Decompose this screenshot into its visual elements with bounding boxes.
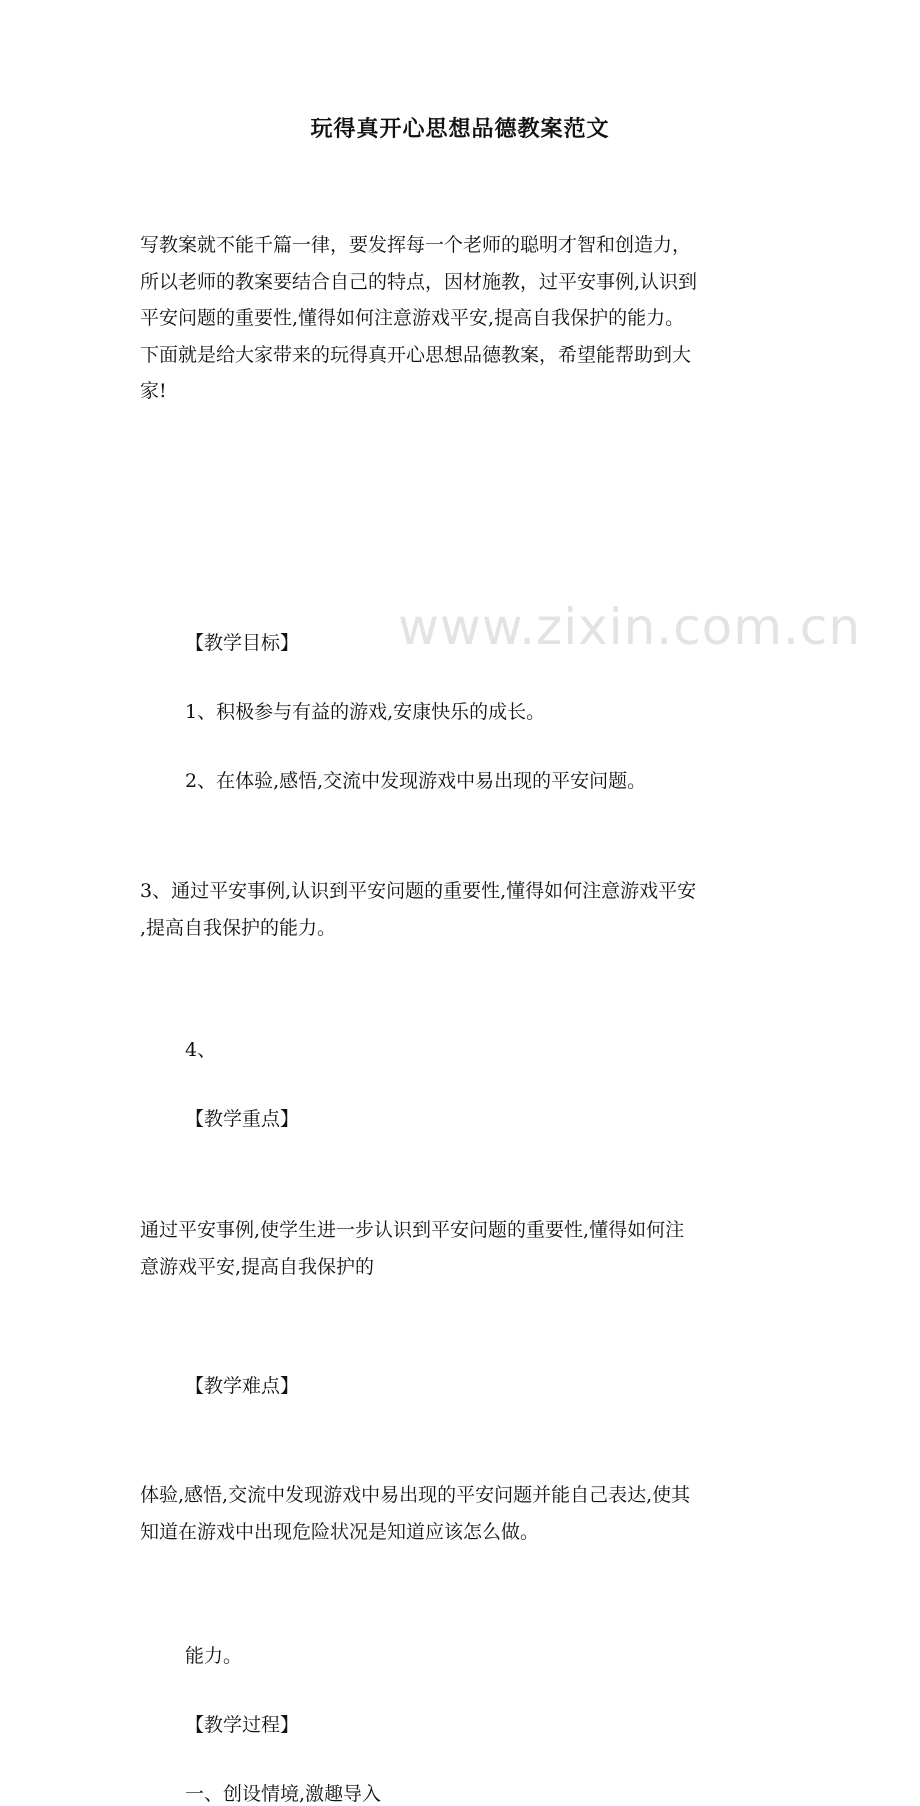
goal-item-3 — [140, 873, 790, 946]
intro-line: 下面就是给大家带来的玩得真开心思想品德教案，希望能帮助到大 — [140, 343, 692, 366]
ability-text: 能力。 — [185, 1644, 243, 1667]
document-title: 玩得真开心思想品德教案范文 — [310, 116, 610, 142]
key-heading: 【教学重点】 — [185, 1108, 300, 1131]
key-line: 意游戏平安,提高自我保护的 — [140, 1255, 375, 1278]
intro-line: 平安问题的重要性,懂得如何注意游戏平安,提高自我保护的能力。 — [140, 307, 685, 330]
key-paragraph — [140, 1212, 790, 1285]
goal-item-4: 4、 — [185, 1039, 217, 1062]
intro-line: 家! — [140, 380, 167, 403]
difficulty-heading: 【教学难点】 — [185, 1375, 300, 1398]
process-step-1: 一、创设情境,激趣导入 — [185, 1782, 382, 1805]
intro-paragraph — [140, 227, 790, 410]
goal-item-2: 2、在体验,感悟,交流中发现游戏中易出现的平安问题。 — [185, 769, 647, 792]
goal-3-line: ,提高自我保护的能力。 — [140, 916, 337, 939]
goal-3-line: 3、通过平安事例,认识到平安问题的重要性,懂得如何注意游戏平安 — [140, 879, 697, 902]
key-line: 通过平安事例,使学生进一步认识到平安问题的重要性,懂得如何注 — [140, 1219, 685, 1242]
goal-item-1: 1、积极参与有益的游戏,安康快乐的成长。 — [185, 700, 546, 723]
difficulty-line: 知道在游戏中出现危险状况是知道应该怎么做。 — [140, 1520, 540, 1543]
watermark: www.zixin.com.cn — [398, 598, 862, 656]
goals-heading: 【教学目标】 — [185, 631, 300, 654]
process-heading: 【教学过程】 — [185, 1713, 300, 1736]
intro-line: 所以老师的教案要结合自己的特点，因材施教，过平安事例,认识到 — [140, 270, 698, 293]
intro-line: 写教案就不能千篇一律，要发挥每一个老师的聪明才智和创造力， — [140, 234, 692, 256]
difficulty-line: 体验,感悟,交流中发现游戏中易出现的平安问题并能自己表达,使其 — [140, 1484, 691, 1507]
difficulty-paragraph — [140, 1477, 790, 1550]
